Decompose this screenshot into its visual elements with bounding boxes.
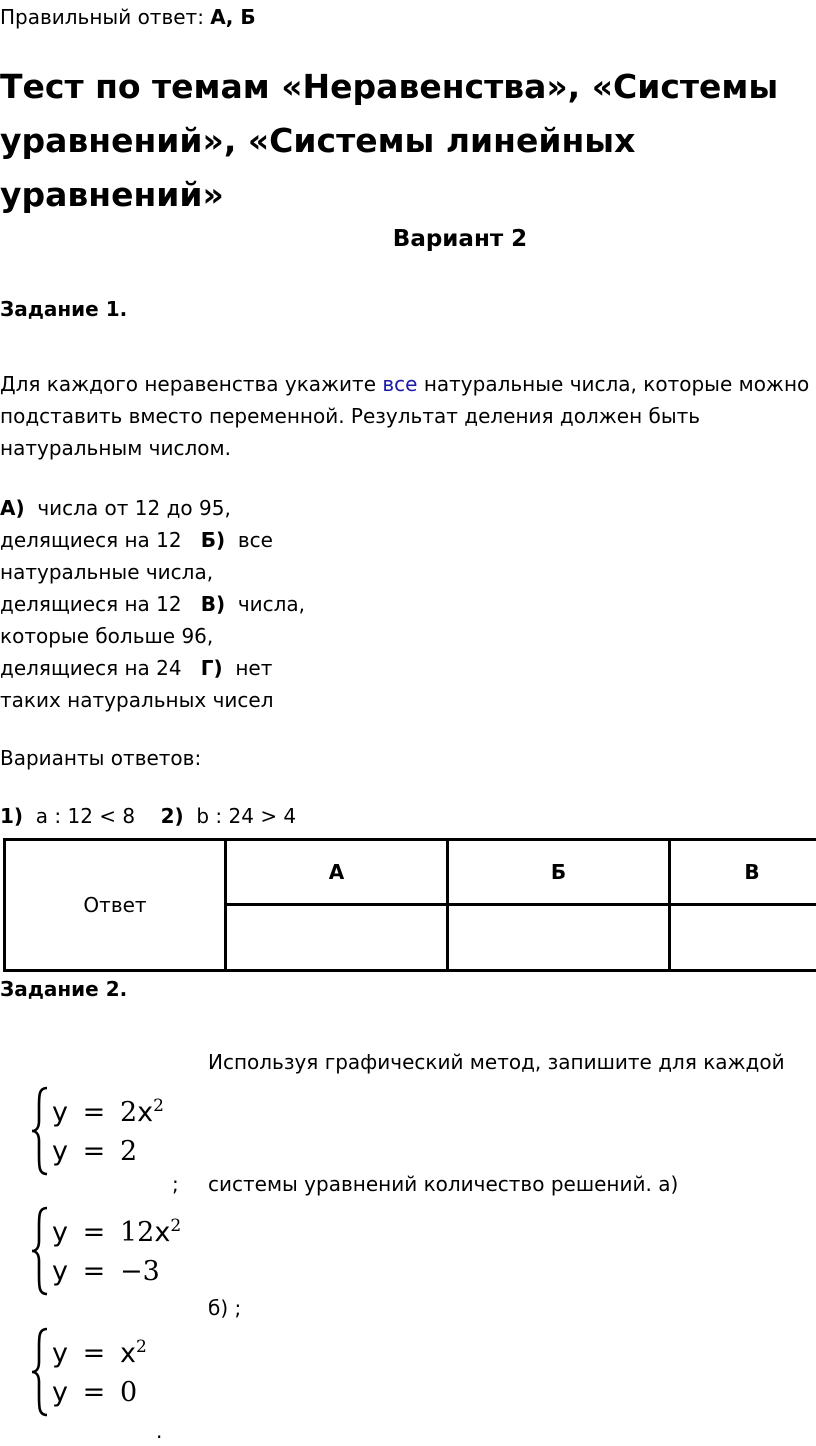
equation-system-1: [30, 1085, 200, 1175]
option-line-1: [0, 492, 231, 524]
variant-1-number: 1): [0, 804, 24, 828]
task1-text-after: натуральные числа, которые можно подставить вместо переменной. Результат деления должен быть натуральным числом.: [0, 372, 810, 460]
header-cell-v: В: [670, 840, 816, 905]
eq-lhs: y: [52, 1097, 68, 1128]
option-line-6: [0, 652, 272, 684]
eq-exponent: 2: [135, 1337, 147, 1357]
task1-heading: Задание 1.: [0, 297, 128, 321]
eq-operator: =: [82, 1136, 106, 1167]
answer-cell-a[interactable]: [226, 905, 448, 971]
equation-system-3: [30, 1326, 200, 1416]
eq-lhs: y: [52, 1377, 68, 1408]
header-cell-a: А: [226, 840, 448, 905]
answer-table: [3, 838, 816, 972]
eq-rhs: 0: [119, 1377, 138, 1408]
eq-lhs: y: [52, 1338, 68, 1369]
eq-exponent: 2: [153, 1096, 164, 1116]
option-g-label: Г): [200, 656, 223, 680]
option-line-3-pre: натуральные числа,: [0, 560, 214, 584]
option-line-4: [0, 588, 305, 620]
system-3-equation-2: [52, 1376, 137, 1410]
eq-lhs: y: [52, 1136, 68, 1167]
system-2-equation-1: [52, 1209, 181, 1250]
option-line-6-pre: делящиеся на 24: [0, 656, 182, 680]
task2-b-label: б) ;: [208, 1296, 242, 1320]
eq-operator: =: [82, 1338, 106, 1369]
option-line-4-pre: делящиеся на 12: [0, 592, 182, 616]
system-2-equation-2: [52, 1255, 160, 1289]
left-brace-icon: [30, 1085, 50, 1177]
eq-variable: x: [154, 1217, 171, 1248]
eq-lhs: y: [52, 1217, 68, 1248]
option-b-label: Б): [200, 528, 226, 552]
eq-coefficient: 2: [119, 1097, 138, 1128]
eq-exponent: 2: [170, 1216, 182, 1236]
answer-cell-v[interactable]: [670, 905, 816, 971]
task2-heading: Задание 2.: [0, 977, 128, 1001]
option-line-2-pre: делящиеся на 12: [0, 528, 182, 552]
eq-variable: x: [137, 1097, 154, 1128]
eq-operator: =: [82, 1377, 106, 1408]
left-brace-icon: [30, 1205, 50, 1297]
eq-operator: =: [82, 1097, 106, 1128]
answer-table-header-row: [5, 840, 816, 905]
task2-end-dot: .: [156, 1419, 163, 1443]
correct-answer-value: А, Б: [210, 5, 256, 29]
eq-rhs: 2: [119, 1136, 138, 1167]
option-g-text: нет: [235, 656, 273, 680]
option-v-text: числа,: [237, 592, 306, 616]
variant-2-expression: b : 24 > 4: [196, 804, 297, 828]
option-line-3: [0, 556, 213, 588]
option-line-5-pre: которые больше 96,: [0, 624, 214, 648]
task1-text-before: Для каждого неравенства укажите: [0, 372, 383, 396]
task1-highlight-word: все: [382, 372, 418, 396]
test-title: Тест по темам «Неравенства», «Системы уравнений», «Системы линейных уравнений»: [0, 67, 779, 214]
option-a-text: числа от 12 до 95,: [37, 496, 231, 520]
eq-lhs: y: [52, 1256, 68, 1287]
task2-separator: ;: [172, 1172, 179, 1196]
answer-variants: [0, 800, 296, 832]
option-line-5: [0, 620, 213, 652]
equation-system-2: [30, 1205, 200, 1295]
option-a-label: А): [0, 496, 25, 520]
correct-answer-label: Правильный ответ:: [0, 5, 204, 29]
header-cell-b: Б: [448, 840, 670, 905]
system-1-equation-1: [52, 1089, 164, 1130]
option-line-7-pre: таких натуральных чисел: [0, 688, 274, 712]
system-1-equation-2: [52, 1135, 137, 1169]
system-3-equation-1: [52, 1330, 147, 1371]
task2-instruction-line1: Используя графический метод, запишите для каждой: [208, 1050, 785, 1074]
left-brace-icon: [30, 1326, 50, 1418]
eq-coefficient: 12: [119, 1217, 155, 1248]
eq-operator: =: [82, 1256, 106, 1287]
option-line-7: [0, 684, 273, 716]
eq-operator: =: [82, 1217, 106, 1248]
option-v-label: В): [200, 592, 226, 616]
variant-1-expression: a : 12 < 8: [35, 804, 136, 828]
variants-label: Варианты ответов:: [0, 746, 202, 770]
eq-rhs: −3: [119, 1256, 160, 1287]
task2-instruction-line2: системы уравнений количество решений. а): [208, 1172, 679, 1196]
variant-2-number: 2): [160, 804, 184, 828]
answer-row-label: Ответ: [5, 840, 226, 971]
answer-cell-b[interactable]: [448, 905, 670, 971]
option-b-text: все: [237, 528, 273, 552]
option-line-2: [0, 524, 273, 556]
variant-heading: Вариант 2: [392, 226, 528, 252]
task1-instruction: [0, 368, 816, 464]
eq-variable: x: [119, 1338, 136, 1369]
correct-answer-line: [0, 2, 256, 32]
